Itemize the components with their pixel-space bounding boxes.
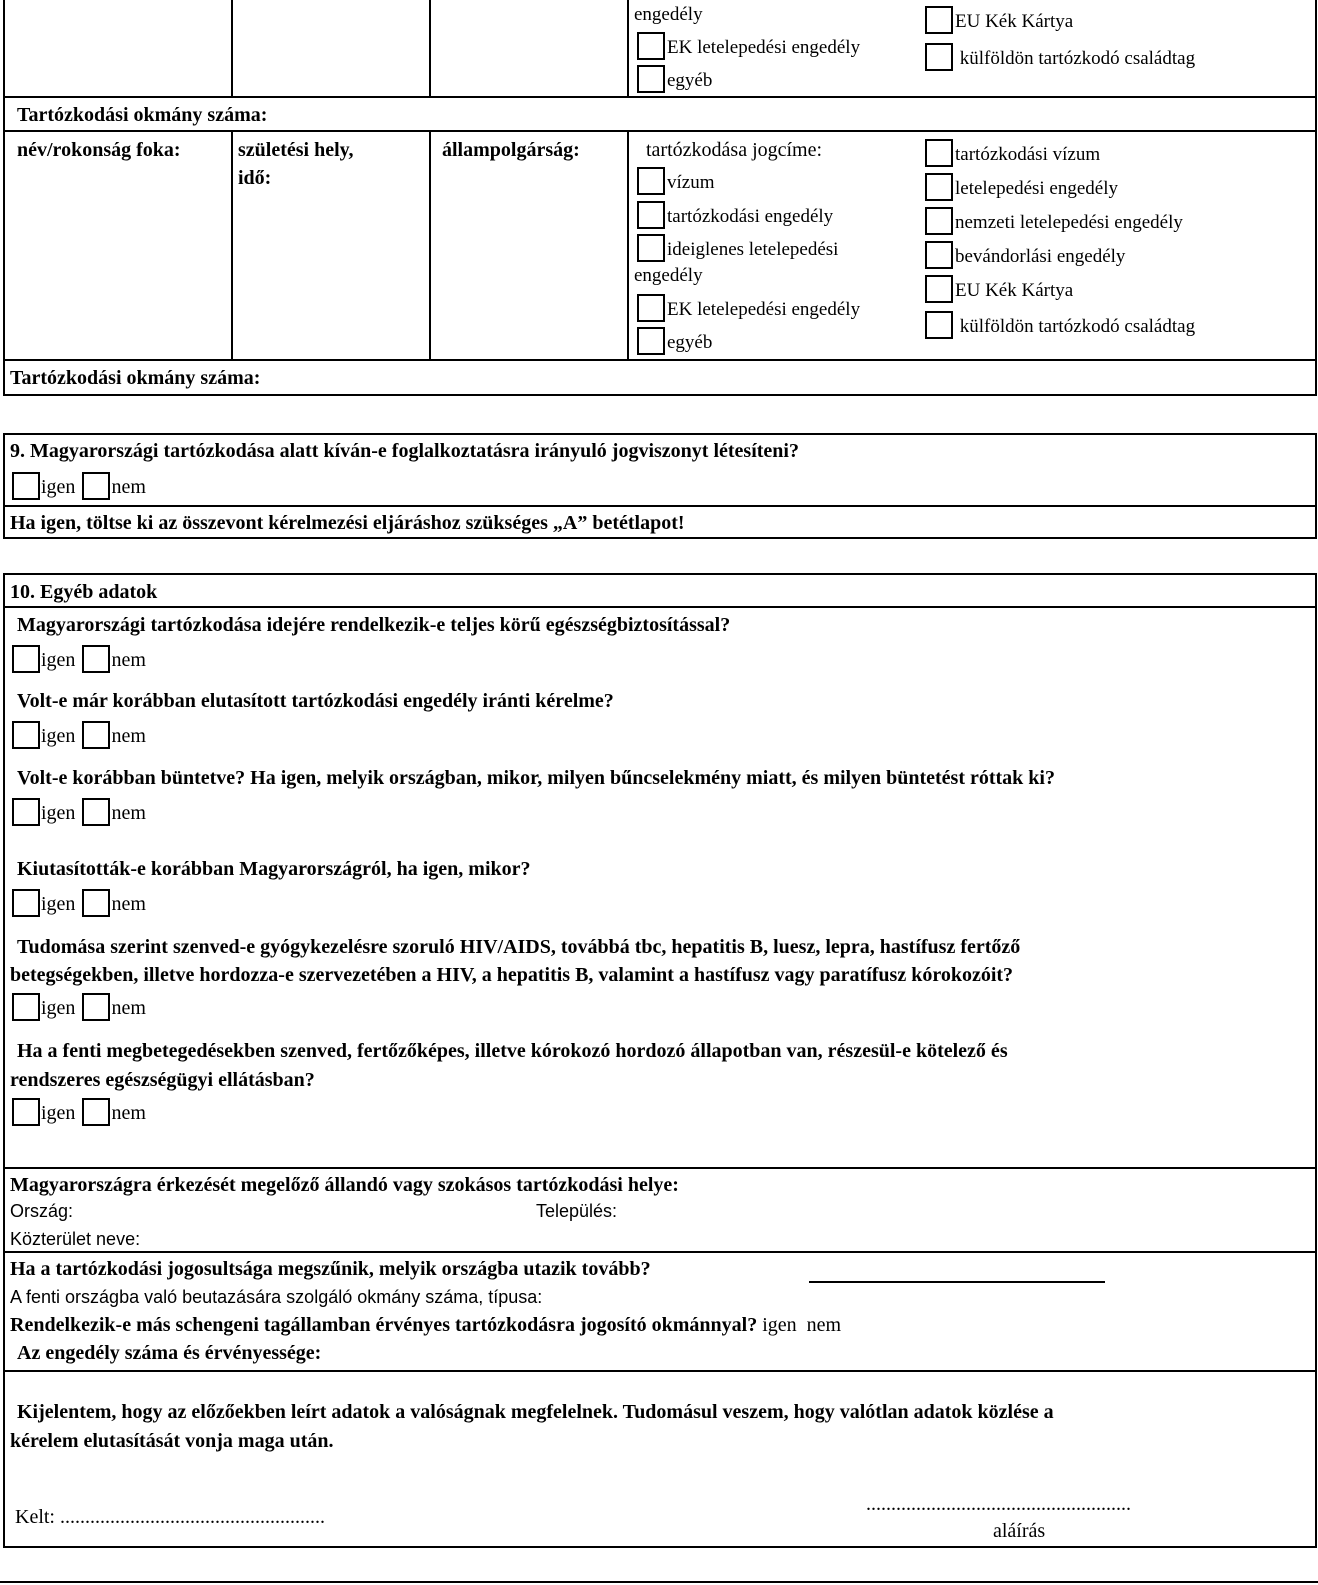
yes-checkbox[interactable] (12, 472, 40, 500)
schengen-question: Rendelkezik-e más schengeni tagállamban érvényes tartózkodásra jogosító okmánnyal? (10, 1314, 758, 1336)
no-checkbox[interactable] (82, 1098, 110, 1126)
schengen-answer[interactable]: igen nem (762, 1314, 842, 1336)
question-disease-line2: betegségekben, illetve hordozza-e szervezetében a HIV, a hepatitis B, valamint a hastífusz vagy paratífusz kórokozóit? (10, 964, 1014, 986)
question-criminal-record: Volt-e korábban büntetve? Ha igen, melyik országban, mikor, milyen bűncselekmény miatt, és milyen büntetést róttak ki? (17, 767, 1055, 789)
col-divider (231, 0, 233, 97)
section-9-note: Ha igen, töltse ki az összevont kérelmezési eljáráshoz szükséges „A” betétlapot! (10, 512, 685, 534)
checkbox[interactable] (637, 294, 665, 322)
prev-residence-title: Magyarországra érkezését megelőző állandó vagy szokásos tartózkodási helye: (10, 1174, 679, 1196)
header-name: név/rokonság foka: (17, 139, 181, 161)
option-immigration-permit[interactable]: bevándorlási engedély (925, 241, 1125, 269)
col-divider (231, 130, 233, 360)
permit-label: Az engedély száma és érvényessége: (17, 1342, 322, 1364)
checkbox[interactable] (637, 201, 665, 229)
no-checkbox[interactable] (82, 993, 110, 1021)
date-field[interactable]: Kelt: ..................................................... (15, 1506, 325, 1528)
yes-checkbox[interactable] (12, 645, 40, 673)
question-expulsion: Kiutasították-e korábban Magyarországról, ha igen, mikor? (17, 858, 531, 880)
option-eu-blue-card[interactable]: EU Kék Kártya (925, 6, 1073, 34)
question-health-insurance: Magyarországi tartózkodása idejére rendelkezik-e teljes körű egészségbiztosítással? (17, 614, 731, 636)
yes-checkbox[interactable] (12, 993, 40, 1021)
option-visa[interactable]: vízum (637, 167, 715, 195)
section-9-question: 9. Magyarországi tartózkodása alatt kíván-e foglalkoztatásra irányuló jogviszonyt létesíteni? (10, 440, 799, 462)
header-residence-title: tartózkodása jogcíme: (646, 139, 823, 161)
country-label: Ország: (10, 1201, 74, 1221)
option-ek-permit-2[interactable]: EK letelepedési engedély (637, 294, 860, 322)
declaration-line2: kérelem elutasítását vonja maga után. (10, 1430, 334, 1452)
row-divider (3, 130, 1317, 132)
row-divider (3, 359, 1317, 361)
option-eu-blue-card-2[interactable]: EU Kék Kártya (925, 275, 1073, 303)
no-checkbox[interactable] (82, 798, 110, 826)
checkbox[interactable] (637, 32, 665, 60)
street-label: Közterület neve: (10, 1229, 141, 1249)
no-checkbox[interactable] (82, 645, 110, 673)
checkbox[interactable] (925, 6, 953, 34)
checkbox[interactable] (925, 173, 953, 201)
disease-answers: igen nem (12, 993, 146, 1021)
signature-label: aláírás (993, 1520, 1046, 1542)
yes-checkbox[interactable] (12, 721, 40, 749)
option-national-settlement[interactable]: nemzeti letelepedési engedély (925, 207, 1183, 235)
health-insurance-answers: igen nem (12, 645, 146, 673)
signature-line[interactable]: ..................................................... (866, 1493, 1131, 1515)
checkbox[interactable] (925, 207, 953, 235)
row-divider (3, 96, 1317, 98)
checkbox[interactable] (925, 139, 953, 167)
row-divider (3, 606, 1317, 608)
doc-number-label-2: Tartózkodási okmány száma: (10, 367, 261, 389)
no-checkbox[interactable] (82, 721, 110, 749)
option-temp-settlement-cont: engedély (634, 265, 703, 286)
checkbox[interactable] (637, 327, 665, 355)
section-10-title: 10. Egyéb adatok (10, 581, 158, 603)
header-birth-line2: idő: (238, 167, 272, 189)
travel-doc-label: A fenti országba való beutazására szolgáló okmány száma, típusa: (10, 1287, 543, 1307)
declaration-line1: Kijelentem, hogy az előzőekben leírt adatok a valóságnak megfelelnek. Tudomásul veszem, hogy valótlan adatok közlése a (17, 1401, 1054, 1423)
row-divider (3, 1167, 1317, 1169)
yes-checkbox[interactable] (12, 1098, 40, 1126)
question-treatment-line2: rendszeres egészségügyi ellátásban? (10, 1069, 315, 1091)
onward-answer-line[interactable] (809, 1281, 1105, 1283)
header-citizenship: állampolgárság: (442, 139, 580, 161)
yes-checkbox[interactable] (12, 889, 40, 917)
checkbox[interactable] (925, 43, 953, 71)
doc-number-label: Tartózkodási okmány száma: (17, 104, 268, 126)
col-divider (429, 130, 431, 360)
row-divider (3, 1370, 1317, 1372)
question-disease-line1: Tudomása szerint szenved-e gyógykezelésre szoruló HIV/AIDS, továbbá tbc, hepatitis B, luesz, lepra, hastífusz fertőző (17, 936, 1021, 958)
option-other-2[interactable]: egyéb (637, 327, 712, 355)
option-ek-permit[interactable]: EK letelepedési engedély (637, 32, 860, 60)
yes-checkbox[interactable] (12, 798, 40, 826)
no-checkbox[interactable] (82, 472, 110, 500)
col-divider (627, 130, 629, 360)
checkbox[interactable] (925, 311, 953, 339)
col-divider (429, 0, 431, 97)
option-other[interactable]: egyéb (637, 65, 712, 93)
criminal-record-answers: igen nem (12, 798, 146, 826)
checkbox[interactable] (925, 241, 953, 269)
checkbox[interactable] (637, 167, 665, 195)
onward-question: Ha a tartózkodási jogosultsága megszűnik, melyik országba utazik tovább? (10, 1258, 651, 1280)
checkbox[interactable] (925, 275, 953, 303)
col-divider (627, 0, 629, 97)
treatment-answers: igen nem (12, 1098, 146, 1126)
header-birth-line1: születési hely, (238, 139, 354, 161)
option-settlement-permit[interactable]: letelepedési engedély (925, 173, 1118, 201)
option-family-abroad-2[interactable]: külföldön tartózkodó családtag (925, 311, 1195, 339)
checkbox[interactable] (637, 65, 665, 93)
settlement-label: Település: (536, 1201, 618, 1221)
option-residence-visa[interactable]: tartózkodási vízum (925, 139, 1100, 167)
section-9-answers: igen nem (12, 472, 146, 500)
cont-text: engedély (634, 4, 703, 25)
row-divider (3, 1251, 1317, 1253)
option-family-abroad[interactable]: külföldön tartózkodó családtag (925, 43, 1195, 71)
option-temp-settlement[interactable]: ideiglenes letelepedési (637, 234, 838, 262)
expulsion-answers: igen nem (12, 889, 146, 917)
no-checkbox[interactable] (82, 889, 110, 917)
page-bottom-rule (0, 1581, 1318, 1583)
rejected-application-answers: igen nem (12, 721, 146, 749)
checkbox[interactable] (637, 234, 665, 262)
question-rejected-application: Volt-e már korábban elutasított tartózkodási engedély iránti kérelme? (17, 690, 614, 712)
schengen-row (10, 1314, 841, 1337)
question-treatment-line1: Ha a fenti megbetegedésekben szenved, fertőzőképes, illetve kórokozó hordozó állapotban van, részesül-e kötelező és (17, 1040, 1008, 1062)
option-residence-permit[interactable]: tartózkodási engedély (637, 201, 833, 229)
row-divider (3, 505, 1317, 507)
